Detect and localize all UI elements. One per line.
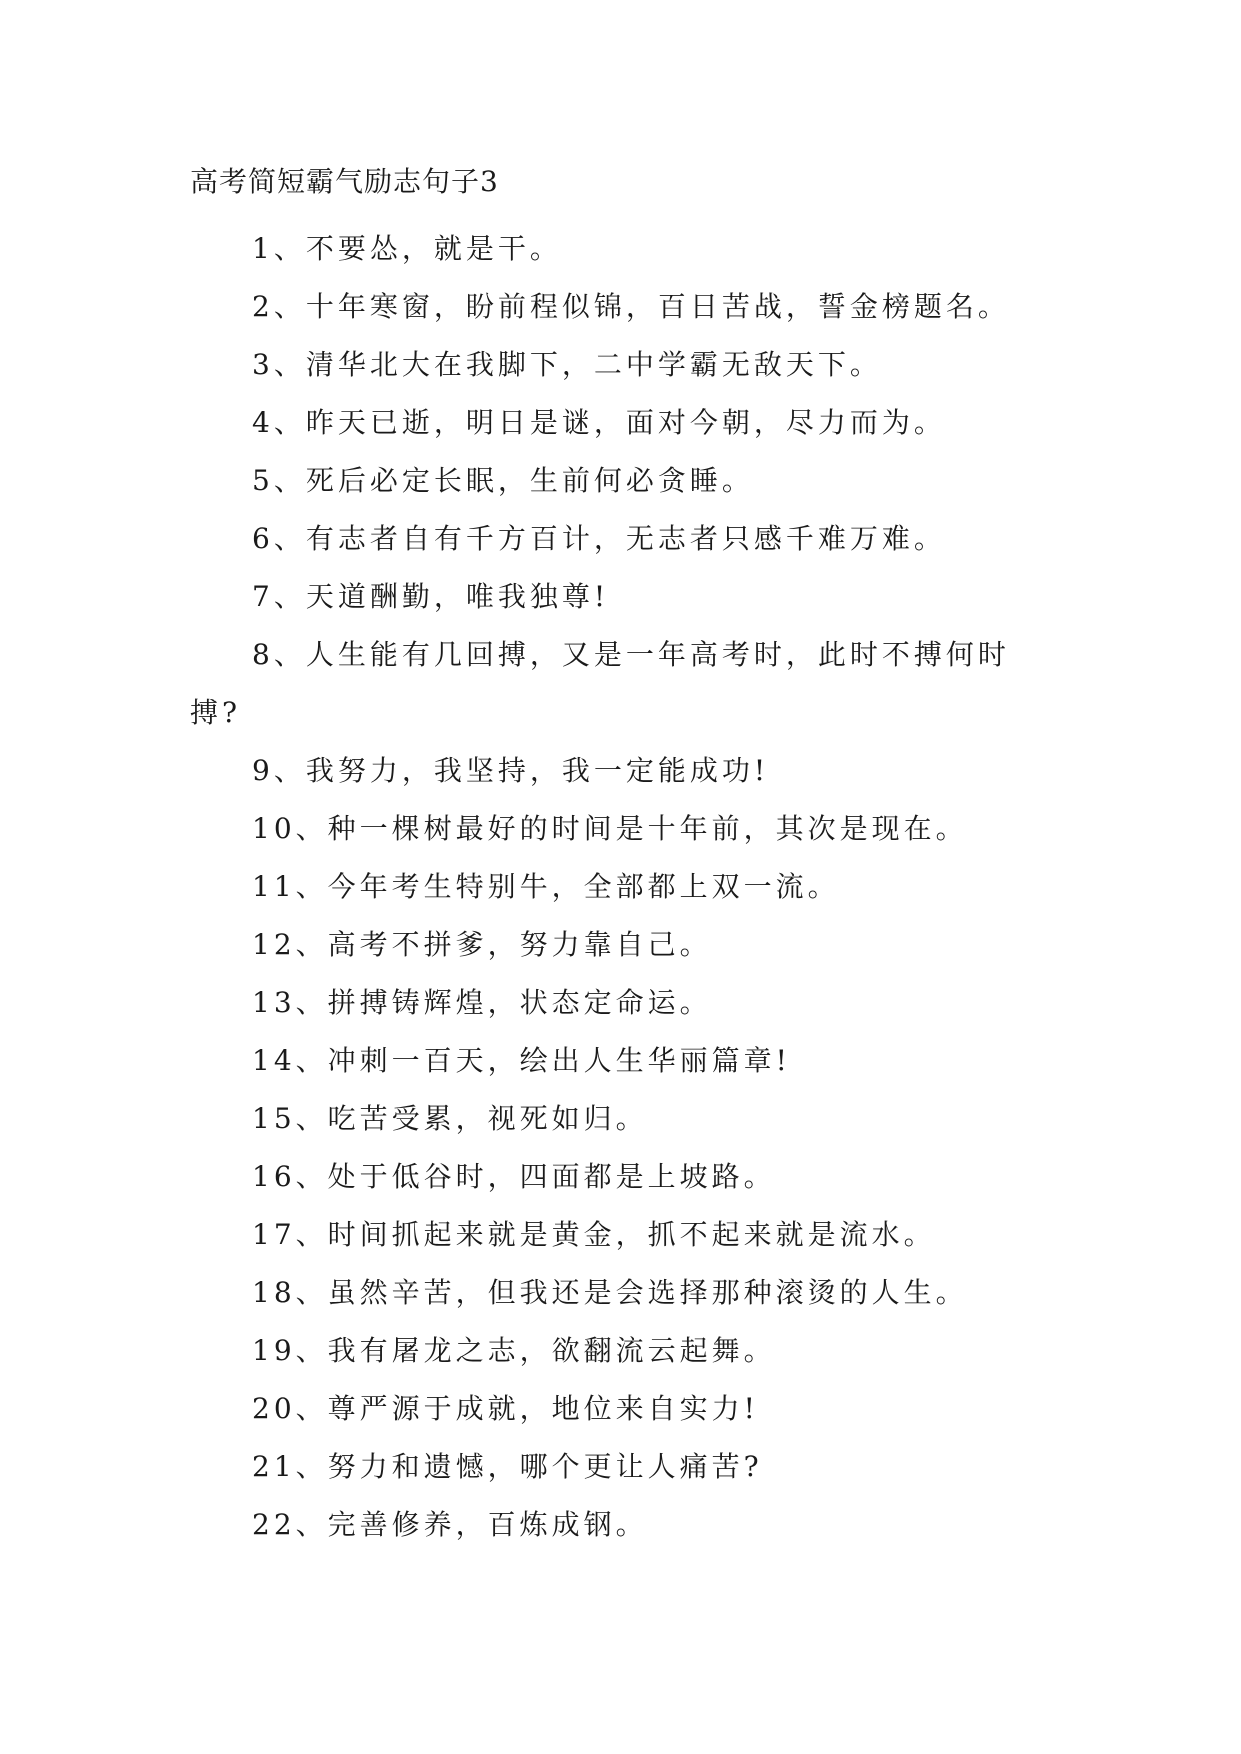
list-item: 18、虽然辛苦，但我还是会选择那种滚烫的人生。 xyxy=(252,1276,968,1309)
list-item: 20、尊严源于成就，地位来自实力! xyxy=(252,1392,759,1425)
list-item: 4、昨天已逝，明日是谜，面对今朝，尽力而为。 xyxy=(252,406,946,439)
list-item: 5、死后必定长眠，生前何必贪睡。 xyxy=(252,464,754,497)
list-item: 6、有志者自有千方百计，无志者只感千难万难。 xyxy=(252,522,946,555)
list-item: 10、种一棵树最好的时间是十年前，其次是现在。 xyxy=(252,812,968,845)
list-item: 2、十年寒窗，盼前程似锦，百日苦战，誓金榜题名。 xyxy=(252,290,1010,323)
list-item: 17、时间抓起来就是黄金，抓不起来就是流水。 xyxy=(252,1218,936,1251)
list-item: 9、我努力，我坚持，我一定能成功! xyxy=(252,754,770,787)
list-item: 12、高考不拼爹，努力靠自己。 xyxy=(252,928,712,961)
list-item: 15、吃苦受累，视死如归。 xyxy=(252,1102,648,1135)
list-item: 7、天道酬勤，唯我独尊! xyxy=(252,580,610,613)
list-item: 21、努力和遗憾，哪个更让人痛苦? xyxy=(252,1450,763,1483)
document-title: 高考简短霸气励志句子3 xyxy=(190,165,499,198)
list-item: 1、不要怂，就是干。 xyxy=(252,232,562,265)
list-item: 11、今年考生特别牛，全部都上双一流。 xyxy=(252,870,840,903)
list-item: 3、清华北大在我脚下，二中学霸无敌天下。 xyxy=(252,348,882,381)
list-item: 19、我有屠龙之志，欲翻流云起舞。 xyxy=(252,1334,776,1367)
list-item: 14、冲刺一百天，绘出人生华丽篇章! xyxy=(252,1044,791,1077)
list-item: 8、人生能有几回搏，又是一年高考时，此时不搏何时搏? xyxy=(190,638,1010,729)
list-item: 13、拼搏铸辉煌，状态定命运。 xyxy=(252,986,712,1019)
quote-list xyxy=(190,220,1060,1554)
document-body xyxy=(190,162,1060,1554)
list-item: 16、处于低谷时，四面都是上坡路。 xyxy=(252,1160,776,1193)
list-item: 22、完善修养，百炼成钢。 xyxy=(252,1508,648,1541)
